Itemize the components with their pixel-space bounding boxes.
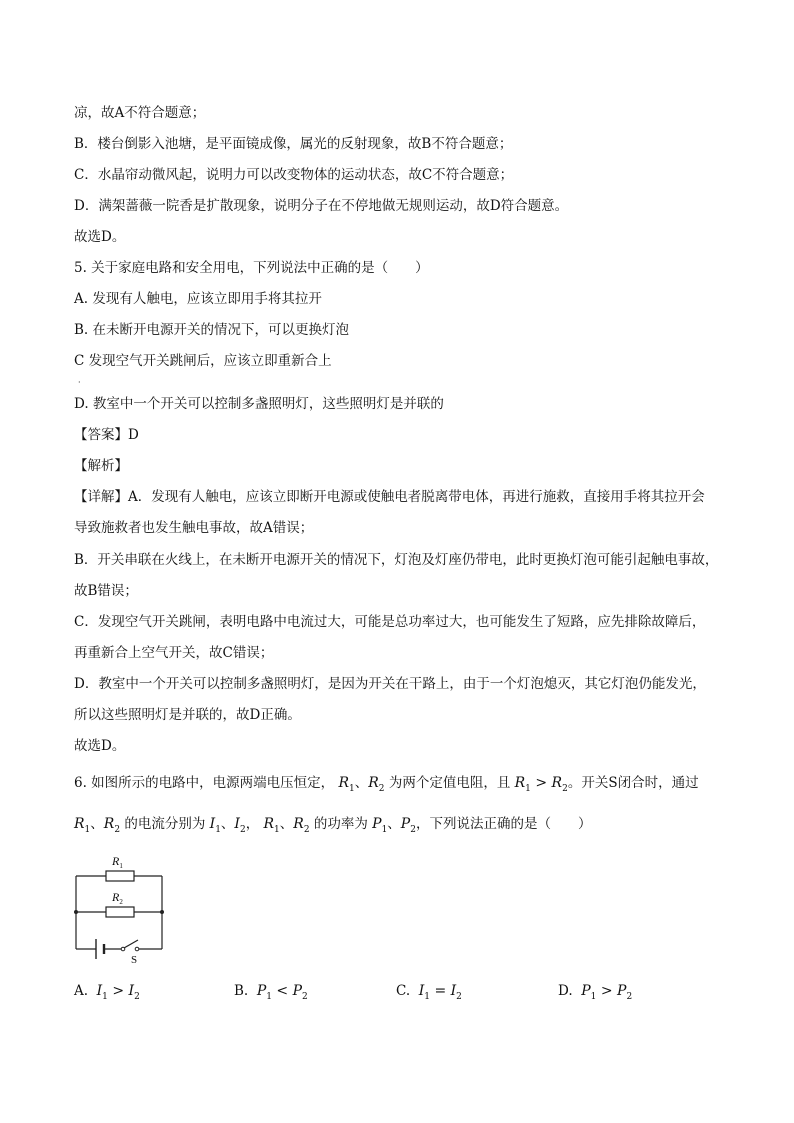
question-5-option-a: A. 发现有人触电，应该立即用手将其拉开	[74, 291, 322, 307]
math-r2: $R_2$	[293, 816, 310, 835]
stem-text: 。开关S闭合时，通过	[567, 775, 699, 791]
explanation-line: 故选D。	[74, 738, 126, 754]
math-r1-gt-r2: $R_1 > R_2$	[514, 775, 568, 794]
math-p2: $P_2$	[400, 816, 416, 835]
question-6-stem-line-1	[74, 774, 699, 798]
label-switch: S	[131, 954, 138, 966]
circuit-diagram	[70, 846, 180, 966]
switch-terminal	[135, 947, 139, 951]
resistor-r2	[106, 907, 134, 917]
stem-text: 、	[354, 775, 369, 791]
question-5-option-d: D. 教室中一个开关可以控制多盏照明灯，这些照明灯是并联的	[74, 396, 444, 412]
math-p1: $P_1$	[372, 816, 388, 835]
question-5-option-b: B. 在未断开电源开关的情况下，可以更换灯泡	[74, 322, 350, 338]
stem-text: 、	[90, 816, 104, 832]
analysis-tag: 【解析】	[74, 458, 128, 474]
explanation-line: 故B错误；	[74, 583, 138, 599]
detail-tag: 【详解】	[74, 489, 128, 505]
question-6-option-c: C. $I_1 = I_2$	[396, 983, 462, 1002]
explanation-line: B．开关串联在火线上，在未断开电源开关的情况下，灯泡及灯座仍带电，此时更换灯泡可能引起触电事故，	[74, 552, 719, 568]
answer-line	[74, 426, 139, 444]
stem-text: 、	[220, 816, 235, 832]
question-6-option-d: D. $P_1 > P_2$	[558, 983, 633, 1002]
question-5-option-c: C 发现空气开关跳闸后，应该立即重新合上	[74, 353, 332, 369]
text-line: C．水晶帘动微风起，说明力可以改变物体的运动状态，故C不符合题意；	[74, 167, 514, 183]
label-r2: $R_2$	[112, 890, 123, 906]
question-6-option-a: A. $I_1 > I_2$	[74, 983, 140, 1002]
math-r1: $R_1$	[263, 816, 280, 835]
math-p1-gt-p2: $P_1 > P_2$	[581, 983, 633, 1002]
math-i1: $I_1$	[209, 816, 221, 835]
question-6-stem-line-2	[74, 815, 591, 839]
math-i1-eq-i2: $I_1 = I_2$	[418, 983, 462, 1002]
explanation-line: 导致施救者也发生触电事故，故A错误；	[74, 520, 314, 536]
stem-text: 、	[279, 816, 294, 832]
text-line: 故选D。	[74, 229, 126, 245]
text-line: D．满架蔷薇一院香是扩散现象，说明分子在不停地做无规则运动，故D符合题意。	[74, 198, 569, 214]
math-i1-gt-i2: $I_1 > I_2$	[96, 983, 140, 1002]
explanation-line	[74, 488, 705, 506]
math-r1: $R_1$	[74, 816, 91, 835]
math-p1-lt-p2: $P_1 < P_2$	[256, 983, 308, 1002]
question-6-option-b: B. $P_1 < P_2$	[234, 983, 308, 1002]
explanation-text: A．发现有人触电，应该立即断开电源或使触电者脱离带电体，再进行施救，直接用手将其拉开会	[128, 489, 705, 505]
stem-text: 的功率为	[313, 816, 368, 832]
math-r2: $R_2$	[368, 775, 385, 794]
math-r1: $R_1$	[338, 775, 355, 794]
stem-text: 、	[387, 816, 401, 832]
explanation-line: 再重新合上空气开关，故C错误；	[74, 645, 274, 661]
stem-text: ，下列说法正确的是（ ）	[415, 816, 592, 832]
stem-text: 的电流分别为	[124, 816, 206, 832]
explanation-line: C．发现空气开关跳闸，表明电路中电流过大，可能是总功率过大，也可能发生了短路，应先排除故障后，	[74, 614, 706, 630]
junction-dot	[74, 910, 78, 914]
resistor-r1	[106, 871, 134, 881]
math-r2: $R_2$	[103, 816, 121, 835]
stray-dot: ·	[78, 378, 81, 387]
switch-lever	[124, 940, 138, 948]
question-5-stem: 5. 关于家庭电路和安全用电，下列说法中正确的是（ ）	[74, 260, 429, 276]
stem-text: 6. 如图所示的电路中，电源两端电压恒定，	[74, 775, 335, 791]
explanation-line: 所以这些照明灯是并联的，故D正确。	[74, 707, 301, 723]
answer-tag: 【答案】	[74, 427, 128, 443]
explanation-line: D．教室中一个开关可以控制多盏照明灯，是因为开关在干路上，由于一个灯泡熄灭，其它灯泡仍能发光，	[74, 676, 706, 692]
text-line: B．楼台倒影入池塘，是平面镜成像，属光的反射现象，故B不符合题意；	[74, 136, 513, 152]
label-r1: $R_1$	[112, 854, 123, 870]
text-line: 凉，故A不符合题意；	[74, 105, 206, 121]
stem-text: ，	[245, 816, 260, 832]
stem-text: 为两个定值电阻，且	[388, 775, 511, 791]
junction-dot	[160, 910, 164, 914]
answer-value: D	[128, 427, 139, 443]
math-i2: $I_2$	[234, 816, 246, 835]
